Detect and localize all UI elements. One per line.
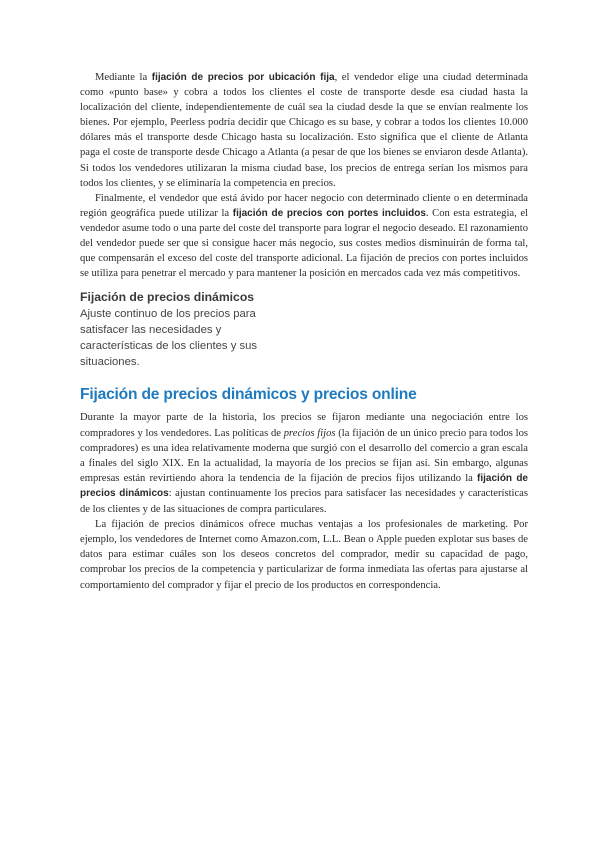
key-term: fijación de precios dinámicos: [80, 473, 528, 500]
text-run: . Con esta estrategia, el vendedor asume todo o una parte del coste del transporte para lograr el negocio deseado. El razonamiento del vendedor puede ser que si consigue hacer más negocio, sus costes medios disminuirán de forma tal, que compensarán el exceso del coste del transporte adicional. La fijación de precios con portes incluidos se utiliza para penetrar el mercado y para mantener la posición en mercados cada vez más competitivos.: [80, 207, 528, 280]
text-run: : ajustan continuamente los precios para satisfacer las necesidades y características de los clientes y de las situaciones de compra particulares.: [80, 488, 528, 515]
key-term: fijación de precios por ubicación fija: [151, 72, 335, 83]
key-term: fijación de precios con portes incluidos: [232, 207, 426, 219]
paragraph-ventajas: La fijación de precios dinámicos ofrece muchas ventajas a los profesionales de marketing. Por ejemplo, los vendedores de Internet como Amazon.com, L.L. Bean o Apple pueden explotar sus bases de datos para estimar cuáles son los deseos concretos del comprador, medir su capacidad de pago, comprobar los precios de la competencia y particularizar de forma inmediata las ofertas para ajustarse al comportamiento del comprador y fijar el precio de los productos en correspondencia.: [80, 518, 528, 591]
definition-term: Fijación de precios dinámicos: [80, 290, 255, 305]
text-run: Mediante la: [95, 72, 152, 83]
paragraph-portes-incluidos: [80, 191, 528, 282]
paragraph-ubicacion-fija: [80, 70, 528, 191]
italic-term: precios fijos: [283, 427, 336, 439]
text-column: [80, 70, 528, 593]
margin-definition: [80, 289, 280, 370]
text-run: Finalmente, el vendedor que está ávido por hacer negocio con determinado cliente o en determinada región geográfica puede utilizar la: [80, 192, 528, 219]
definition-text: Ajuste continuo de los precios para satisfacer las necesidades y características de los clientes y sus situaciones.: [80, 308, 258, 369]
text-run: (la fijación de un único precio para todos los compradores) es una idea relativamente moderna que surgió con el desarrollo del comercio a gran escala a finales del siglo XIX. En la actualidad, la mayoría de los precios se fijan así. Sin embargo, algunas empresas están revirtiendo ahora la tendencia de la fijación de precios fijos utilizando la: [80, 427, 528, 485]
section-heading: Fijación de precios dinámicos y precios online: [80, 386, 417, 404]
paragraph-historia: [80, 410, 528, 516]
text-run: , el vendedor elige una ciudad determinada como «punto base» y cobra a todos los clientes el coste de transporte desde esa ciudad hasta la localización del cliente, independientemente de cuál sea la ciudad desde la que se envían realmente los bienes. Por ejemplo, Peerless podría decidir que Chicago es su base, y cobrar a todos los clientes 10.000 dólares más el transporte desde Chicago hasta su localización. Esto significa que el cliente de Atlanta paga el coste de transporte desde Chicago a Atlanta (a pesar de que los bienes se enviaron desde Atlanta). Si todos los vendedores utilizaran la misma ciudad base, los precios de entrega serían los mismos para todos los clientes, y se eliminaría la competencia en precios.: [80, 72, 529, 189]
section-body: [80, 410, 528, 592]
text-run: Durante la mayor parte de la historia, los precios se fijaron mediante una negociación entre los compradores y los vendedores. Las políticas de: [80, 412, 528, 439]
